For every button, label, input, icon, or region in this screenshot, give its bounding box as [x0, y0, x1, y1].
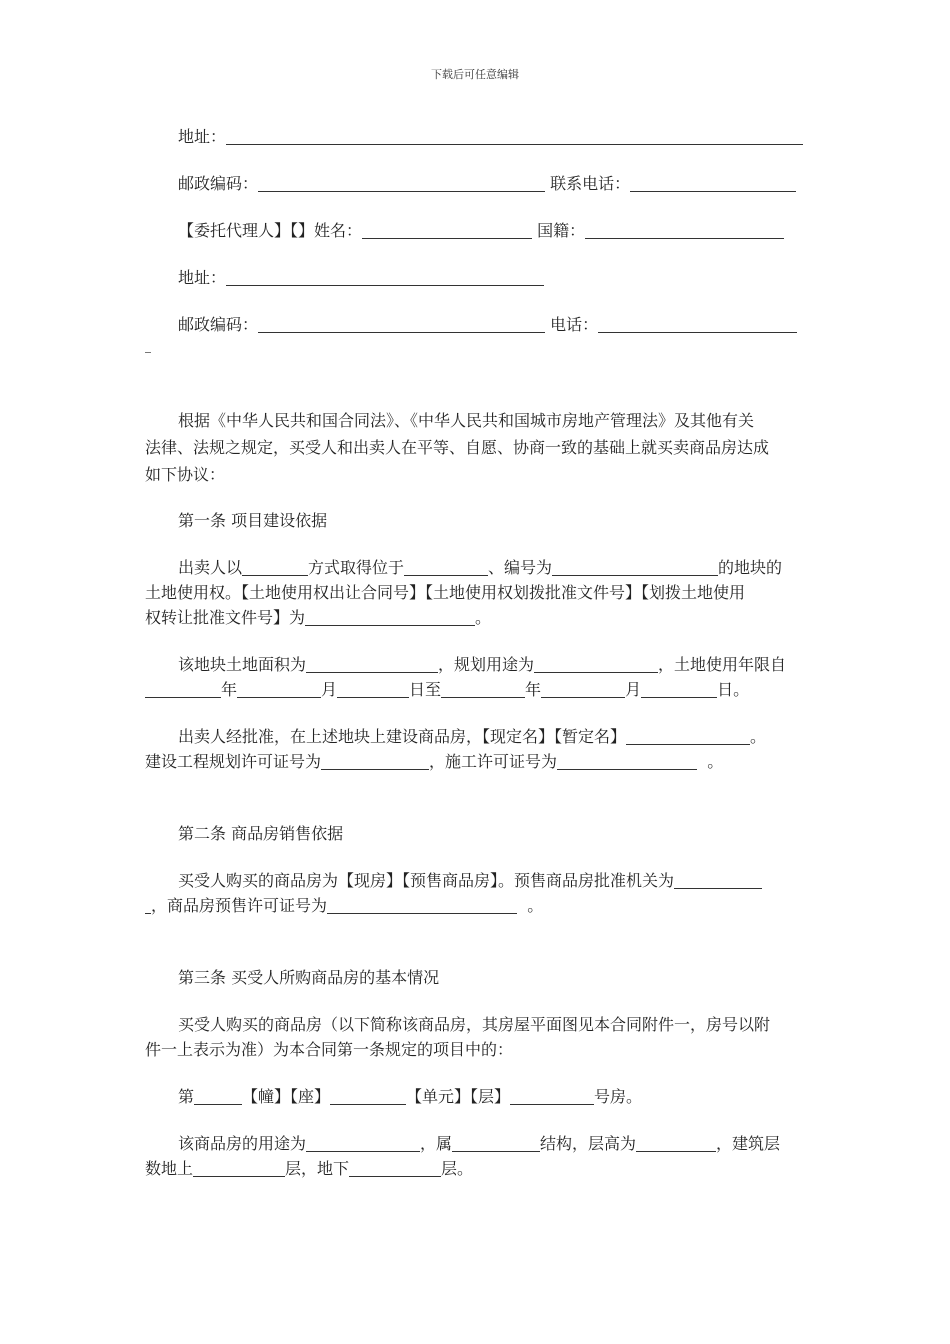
- address-line: [145, 124, 840, 149]
- text: 的地块的: [718, 558, 783, 577]
- land-area-blank[interactable]: [306, 671, 438, 673]
- start-day-blank[interactable]: [337, 696, 409, 698]
- text: 该地块土地面积为: [178, 655, 307, 674]
- article1-p1-line1: [145, 555, 840, 580]
- agent-address-line: [145, 265, 840, 290]
- article3-p1-line1: 买受人购买的商品房（以下简称该商品房，其房屋平面图见本合同附件一，房号以附: [178, 1015, 771, 1034]
- agent-phone-blank[interactable]: [598, 331, 797, 333]
- text: 月: [625, 680, 642, 699]
- text: 建设工程规划许可证号为: [145, 752, 322, 771]
- article1-p1-line2: 土地使用权。【土地使用权出让合同号】【土地使用权划拨批准文件号】【划拨土地使用: [145, 583, 746, 602]
- agent-postcode-line: [145, 312, 840, 337]
- text: 数地上: [145, 1159, 194, 1178]
- unit-number-blank[interactable]: [330, 1103, 406, 1105]
- page-header: 下载后可任意编辑: [431, 68, 519, 81]
- text: 层。: [441, 1159, 474, 1178]
- article1-p3-line2: [145, 749, 807, 774]
- construction-permit-blank[interactable]: [557, 768, 697, 770]
- article3-p3-line2: [145, 1156, 807, 1181]
- end-day-blank[interactable]: [641, 696, 717, 698]
- agent-postcode-blank[interactable]: [258, 331, 545, 333]
- article2-p1-line2: [145, 893, 807, 918]
- article3-p3-line1: [145, 1131, 840, 1156]
- text: 出卖人以: [178, 558, 243, 577]
- article1-p3-line1: [145, 724, 840, 749]
- planning-permit-blank[interactable]: [321, 768, 429, 770]
- postcode-label: 邮政编码：: [178, 174, 259, 193]
- phone-label: 联系电话：: [550, 174, 631, 193]
- article2-title: 第二条 商品房销售依据: [178, 824, 344, 843]
- text: 年: [525, 680, 542, 699]
- agent-postcode-label: 邮政编码：: [178, 315, 259, 334]
- agent-address-label: 地址：: [178, 268, 227, 287]
- text: 该商品房的用途为: [178, 1134, 307, 1153]
- article1-title: 第一条 项目建设依据: [178, 511, 328, 530]
- text: ，建筑层: [716, 1134, 781, 1153]
- usage-blank[interactable]: [306, 1150, 420, 1152]
- address-blank[interactable]: [226, 143, 803, 145]
- text: 。: [750, 727, 767, 746]
- text: 号房。: [594, 1087, 643, 1106]
- text: 买受人购买的商品房为【现房】【预售商品房】。预售商品房批准机关为: [178, 871, 675, 890]
- end-year-blank[interactable]: [441, 696, 525, 698]
- text: 日至: [409, 680, 442, 699]
- preamble-line-2: 法律、法规之规定，买受人和出卖人在平等、自愿、协商一致的基础上就买卖商品房达成: [145, 438, 770, 457]
- text: 权转让批准文件号】为: [145, 608, 306, 627]
- text: 日。: [717, 680, 750, 699]
- agent-line: [145, 218, 840, 243]
- end-month-blank[interactable]: [541, 696, 625, 698]
- start-year-blank[interactable]: [145, 696, 221, 698]
- approval-authority-blank[interactable]: [674, 887, 762, 889]
- land-use-blank[interactable]: [534, 671, 658, 673]
- postcode-blank[interactable]: [258, 190, 545, 192]
- building-number-blank[interactable]: [194, 1103, 242, 1105]
- text: 方式取得位于: [308, 558, 405, 577]
- floors-above-blank[interactable]: [193, 1175, 285, 1177]
- text: 。: [707, 752, 724, 771]
- text: 第: [178, 1087, 195, 1106]
- phone-blank[interactable]: [630, 190, 796, 192]
- text: 结构，层高为: [540, 1134, 637, 1153]
- address-label: 地址：: [178, 127, 227, 146]
- article1-p1-line3: [145, 605, 807, 630]
- article3-p1-line2: 件一上表示为准）为本合同第一条规定的项目中的：: [145, 1040, 514, 1059]
- article1-p2-line2: [145, 677, 807, 702]
- agent-phone-label: 电话：: [550, 315, 599, 334]
- start-month-blank[interactable]: [237, 696, 321, 698]
- text: 。: [527, 896, 544, 915]
- text: 、编号为: [488, 558, 553, 577]
- nationality-label: 国籍：: [537, 221, 586, 240]
- presale-permit-blank[interactable]: [327, 912, 517, 914]
- land-document-blank[interactable]: [305, 624, 475, 626]
- postcode-phone-line: [145, 171, 840, 196]
- method-blank[interactable]: [242, 574, 308, 576]
- agent-name-blank[interactable]: [362, 237, 532, 239]
- text: ，属: [420, 1134, 453, 1153]
- text: ，施工许可证号为: [429, 752, 558, 771]
- plot-number-blank[interactable]: [552, 574, 718, 576]
- text: 月: [321, 680, 338, 699]
- article2-p1-line1: [145, 868, 840, 893]
- room-number-blank[interactable]: [510, 1103, 594, 1105]
- text: 【幢】【座】: [242, 1087, 331, 1106]
- text: 【单元】【层】: [406, 1087, 511, 1106]
- article3-p2-line: [145, 1084, 840, 1109]
- nationality-blank[interactable]: [585, 237, 784, 239]
- floors-below-blank[interactable]: [349, 1175, 441, 1177]
- article3-title: 第三条 买受人所购商品房的基本情况: [178, 968, 440, 987]
- agent-label: 【委托代理人】【】姓名：: [178, 221, 363, 240]
- preamble-line-1: 根据《中华人民共和国合同法》、《中华人民共和国城市房地产管理法》及其他有关: [178, 411, 755, 430]
- structure-blank[interactable]: [452, 1150, 540, 1152]
- text: 。: [475, 608, 492, 627]
- text: ，土地使用年限自: [658, 655, 787, 674]
- agent-address-blank[interactable]: [226, 284, 544, 286]
- stray-underscore: [145, 352, 151, 353]
- text: ，规划用途为: [438, 655, 535, 674]
- text: 层，地下: [285, 1159, 350, 1178]
- article1-p2-line1: [145, 652, 840, 677]
- text: ，商品房预售许可证号为: [151, 896, 328, 915]
- floor-height-blank[interactable]: [636, 1150, 716, 1152]
- text: 年: [221, 680, 238, 699]
- text: 出卖人经批准，在上述地块上建设商品房，【现定名】【暂定名】: [178, 727, 627, 746]
- preamble-line-3: 如下协议：: [145, 465, 226, 484]
- building-name-blank[interactable]: [626, 743, 750, 745]
- location-blank[interactable]: [404, 574, 488, 576]
